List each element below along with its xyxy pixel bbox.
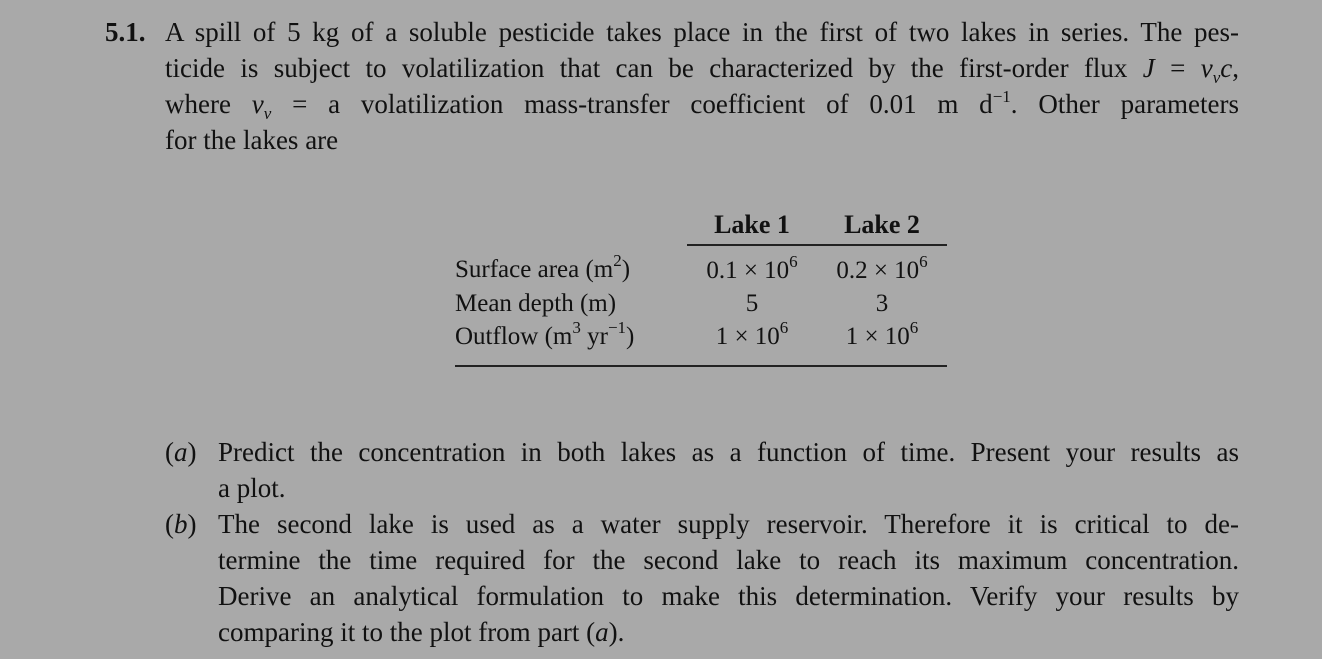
lake2-surface-area: $0.2 \times 10^6$ (836, 251, 928, 284)
intro-line-4: for the lakes are (165, 125, 339, 155)
lake2-outflow: $1 \times 10^6$ (817, 320, 947, 366)
nu-subscript-2: ν (263, 104, 272, 123)
table-row-surface-area (455, 245, 947, 287)
nu-subscript: ν (1212, 68, 1221, 87)
header-lake-1: Lake 1 (687, 206, 817, 245)
flux-equals: = (1170, 53, 1186, 83)
table-row-mean-depth (455, 287, 947, 320)
part-b-line-1: The second lake is used as a water supply reservoir. Therefore it is critical to de- (218, 509, 1239, 539)
table-corner (455, 206, 687, 245)
nu-symbol-2: ν (251, 89, 264, 119)
intro-line-2: ticide is subject to volatilization that can be characterized by the first-order flux $J = \nu_\nu c$, (165, 53, 1239, 87)
part-b (165, 506, 1239, 650)
flux-symbol: J (1142, 53, 1155, 83)
problem-number: 5.1. (105, 17, 146, 47)
part-b-line-3: Derive an analytical formulation to make this determination. Verify your results by (218, 581, 1239, 611)
intro-line-1: A spill of 5 kg of a soluble pesticide takes place in the first of two lakes in series. The pes- (165, 17, 1239, 47)
lake1-outflow: $1 \times 10^6$ (687, 320, 817, 366)
part-a (165, 434, 1239, 506)
lake2-mean-depth: 3 (875, 289, 889, 317)
problem-5-1 (105, 14, 1245, 158)
lake1-surface-area: $0.1 \times 10^6$ (706, 251, 798, 284)
problem-intro (165, 14, 1239, 158)
part-b-line-2: termine the time required for the second lake to reach its maximum concentration. (218, 545, 1239, 575)
row-label: Surface area $(m^2)$ (455, 251, 631, 283)
part-b-line-4: comparing it to the plot from part (a). (218, 617, 625, 647)
lake1-mean-depth: 5 (745, 289, 759, 317)
row-label: Outflow ($m^3$ $yr^{-1}$) (455, 320, 687, 366)
per-day-exponent: −1 (992, 87, 1011, 106)
part-a-line-1: Predict the concentration in both lakes as a function of time. Present your results as (218, 437, 1239, 467)
part-a-line-2: a plot. (218, 473, 286, 503)
header-lake-2: Lake 2 (817, 206, 947, 245)
nu-symbol: ν (1200, 53, 1213, 83)
intro-line-3: where $\nu_\nu = a$ volatilization mass-transfer coefficient of 0.01 m $d^{-1}$. Other parameters (165, 87, 1240, 123)
problem-parts (165, 434, 1239, 650)
lake-parameters-table (455, 206, 947, 367)
concentration-symbol: c (1220, 53, 1233, 83)
part-b-marker: (b) (165, 509, 197, 539)
row-label: Mean depth (m) (455, 289, 617, 317)
part-a-marker: (a) (165, 437, 197, 467)
table-row-outflow (455, 320, 947, 366)
